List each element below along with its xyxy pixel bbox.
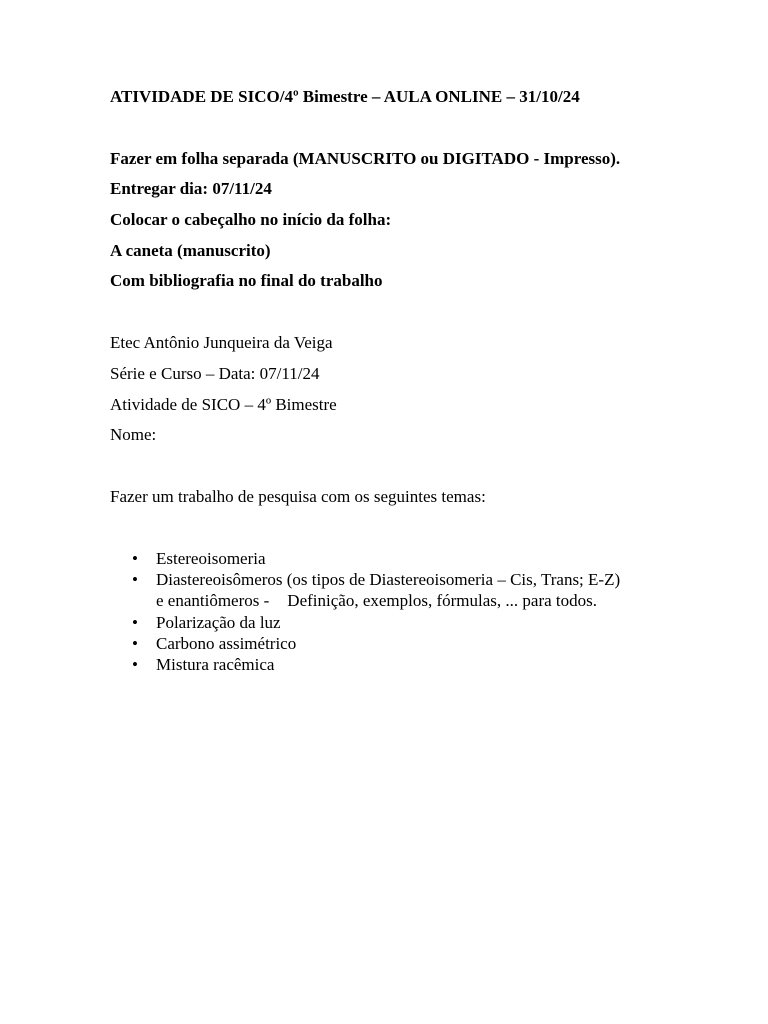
bullet-icon: • xyxy=(132,612,138,632)
instruction-line-format: Fazer em folha separada (MANUSCRITO ou DIGITADO - Impresso). xyxy=(110,149,621,168)
instruction-line-due-date: Entregar dia: 07/11/24 xyxy=(110,179,272,198)
research-intro: Fazer um trabalho de pesquisa com os seguintes temas: xyxy=(110,487,486,506)
header-name-field: Nome: xyxy=(110,425,157,444)
list-item xyxy=(110,548,620,569)
header-activity: Atividade de SICO – 4º Bimestre xyxy=(110,395,337,414)
topic-text: Polarização da luz xyxy=(156,612,281,632)
topic-continuation-note: Definição, exemplos, fórmulas, ... para todos. xyxy=(287,591,597,611)
topic-text: Mistura racêmica xyxy=(156,655,275,675)
header-school-name: Etec Antônio Junqueira da Veiga xyxy=(110,333,333,352)
instruction-line-pen: A caneta (manuscrito) xyxy=(110,241,271,260)
topic-text: Diastereoisômeros (os tipos de Diastereoisomeria – Cis, Trans; E-Z) xyxy=(156,570,621,590)
bullet-icon: • xyxy=(132,655,138,675)
header-course-date: Série e Curso – Data: 07/11/24 xyxy=(110,364,320,383)
list-item xyxy=(110,633,620,654)
bullet-icon: • xyxy=(132,549,138,568)
topic-text: Carbono assimétrico xyxy=(156,633,297,653)
document-heading: ATIVIDADE DE SICO/4º Bimestre – AULA ONLINE – 31/10/24 xyxy=(110,87,580,106)
instruction-line-header: Colocar o cabeçalho no início da folha: xyxy=(110,210,392,229)
topic-continuation: e enantiômeros - xyxy=(156,591,270,611)
topic-list xyxy=(110,548,620,675)
bullet-icon: • xyxy=(132,633,138,653)
list-item xyxy=(110,569,620,611)
topic-text: Estereoisomeria xyxy=(156,549,266,568)
list-item xyxy=(110,612,620,633)
bullet-icon: • xyxy=(132,570,138,590)
instruction-line-bibliography: Com bibliografia no final do trabalho xyxy=(110,271,383,290)
list-item xyxy=(110,654,620,675)
